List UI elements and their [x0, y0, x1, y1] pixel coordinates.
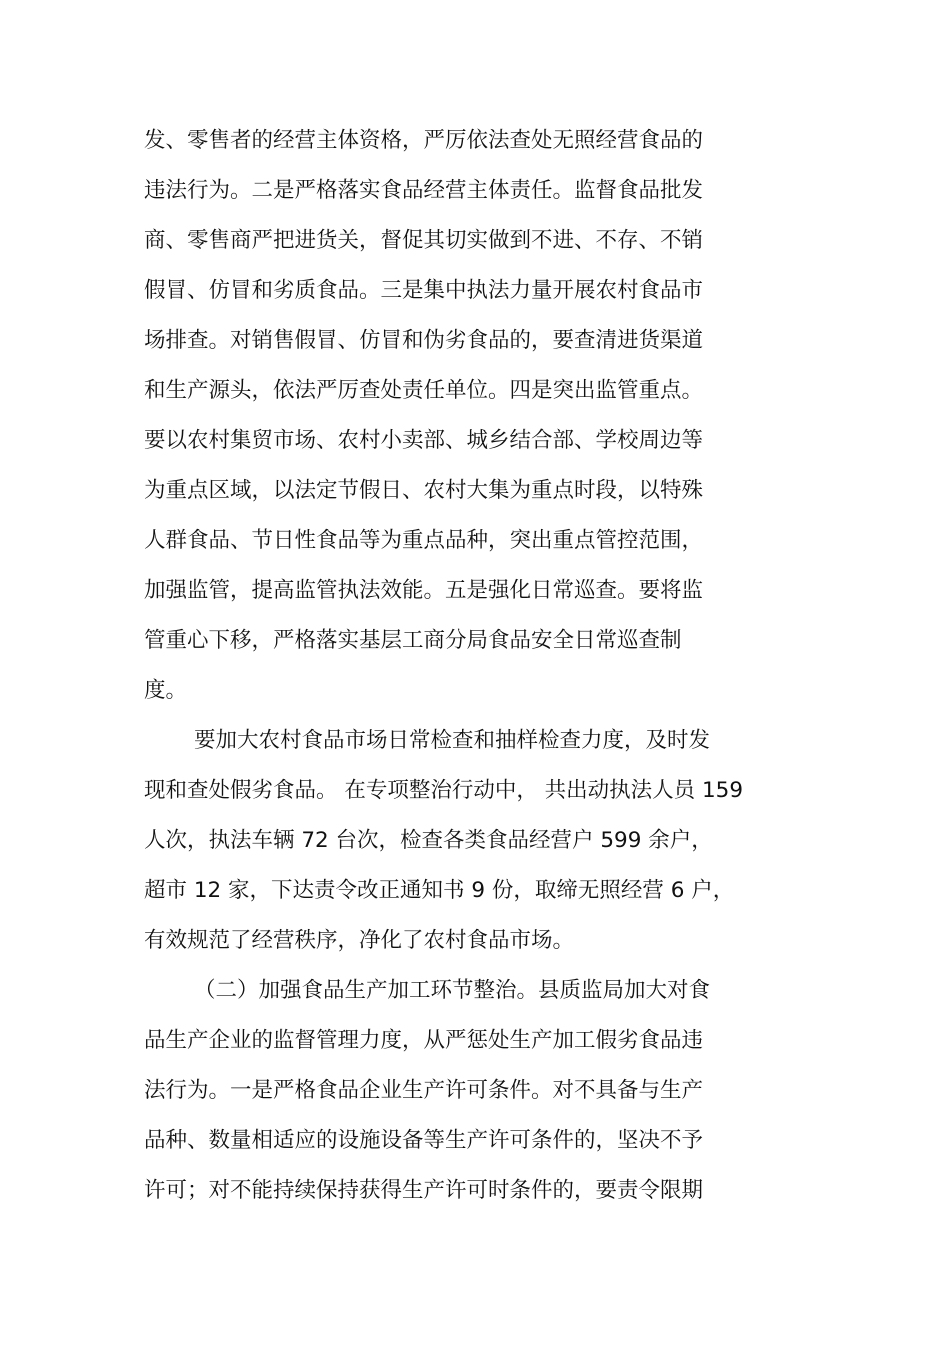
text-line-9: 人群食品、节日性食品等为重点品种，突出重点管控范围， — [144, 528, 704, 553]
text-line-1: 发、零售者的经营主体资格，严厉依法查处无照经营食品的 — [144, 128, 704, 153]
text-line-4: 假冒、仿冒和劣质食品。三是集中执法力量开展农村食品市 — [144, 278, 704, 303]
text-line-3: 商、零售商严把进货关，督促其切实做到不进、不存、不销 — [144, 228, 704, 253]
text-line-5: 场排查。对销售假冒、仿冒和伪劣食品的，要查清进货渠道 — [144, 328, 704, 353]
text-line-6: 和生产源头，依法严厉查处责任单位。四是突出监管重点。 — [144, 378, 704, 403]
text-line-20: 法行为。一是严格食品企业生产许可条件。对不具备与生产 — [144, 1078, 704, 1103]
text-line-21: 品种、数量相适应的设施设备等生产许可条件的，坚决不予 — [144, 1128, 704, 1153]
text-line-13: 要加大农村食品市场日常检查和抽样检查力度，及时发 — [194, 728, 711, 753]
text-line-18: （二）加强食品生产加工环节整治。县质监局加大对食 — [194, 978, 711, 1003]
text-line-8: 为重点区域，以法定节假日、农村大集为重点时段，以特殊 — [144, 478, 704, 503]
text-line-22: 许可；对不能持续保持获得生产许可时条件的，要责令限期 — [144, 1178, 704, 1203]
text-line-17: 有效规范了经营秩序，净化了农村食品市场。 — [144, 928, 575, 953]
text-line-2: 违法行为。二是严格落实食品经营主体责任。监督食品批发 — [144, 178, 704, 203]
text-line-15: 人次，执法车辆 72 台次，检查各类食品经营户 599 余户， — [144, 828, 713, 853]
text-line-16: 超市 12 家，下达责令改正通知书 9 份，取缔无照经营 6 户， — [144, 878, 735, 903]
text-line-12: 度。 — [144, 678, 188, 703]
text-line-14: 现和查处假劣食品。 在专项整治行动中， 共出动执法人员 159 — [144, 778, 744, 803]
text-line-19: 品生产企业的监督管理力度，从严惩处生产加工假劣食品违 — [144, 1028, 704, 1053]
text-line-11: 管重心下移，严格落实基层工商分局食品安全日常巡查制 — [144, 628, 682, 653]
text-line-10: 加强监管，提高监管执法效能。五是强化日常巡查。要将监 — [144, 578, 704, 603]
text-line-7: 要以农村集贸市场、农村小卖部、城乡结合部、学校周边等 — [144, 428, 704, 453]
